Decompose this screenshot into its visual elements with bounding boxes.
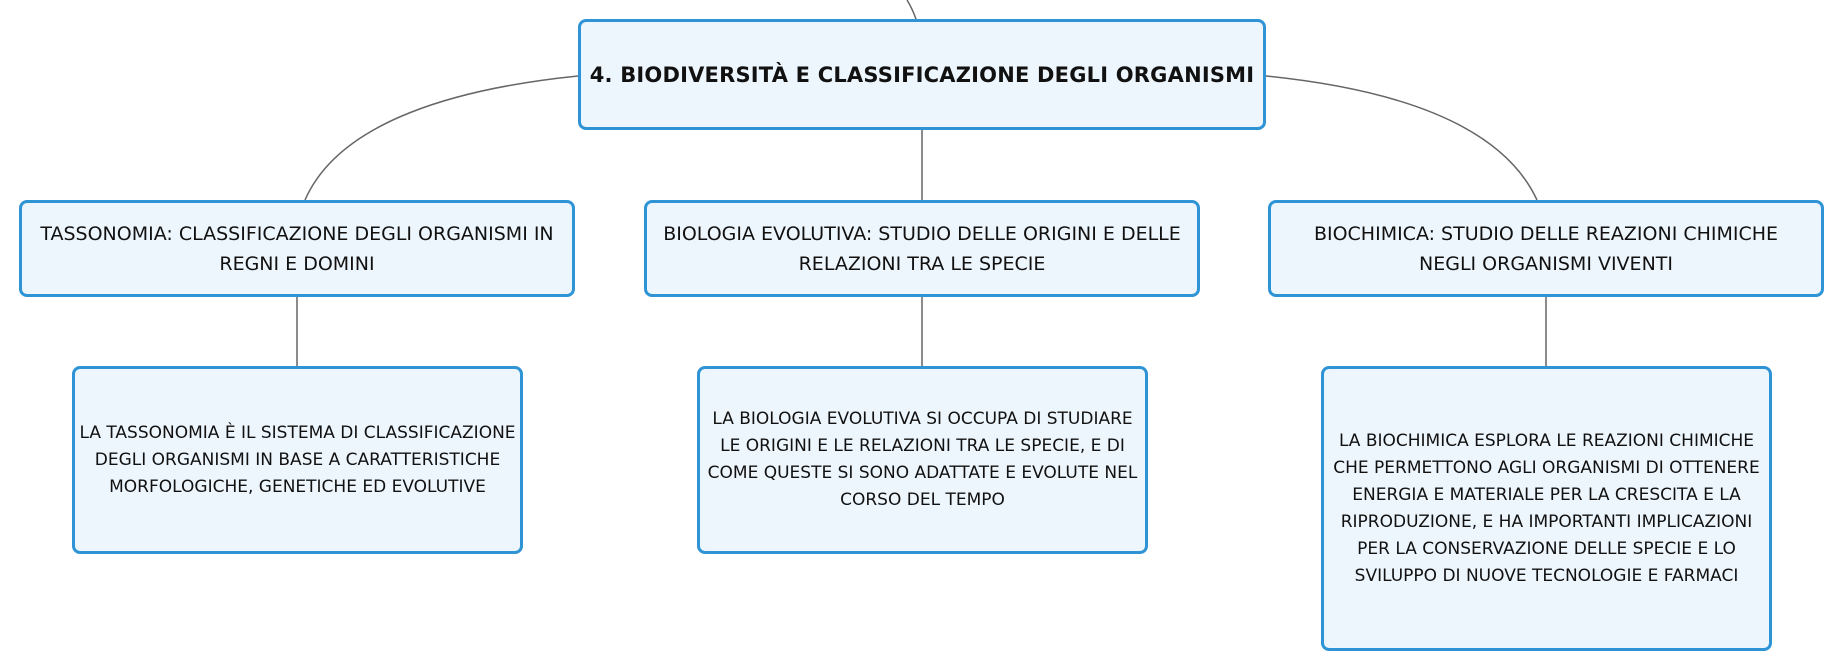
detail-text-biologia-evolutiva: LA BIOLOGIA EVOLUTIVA SI OCCUPA DI STUDIARE LE ORIGINI E LE RELAZIONI TRA LE SPECIE, E DI COME QUESTE SI SONO ADATTATE E EVOLUTE NEL CORSO DEL TEMPO: [707, 409, 1138, 510]
root-topic-label: 4. BIODIVERSITÀ E CLASSIFICAZIONE DEGLI ORGANISMI: [589, 62, 1255, 87]
detail-node-biologia-evolutiva[interactable]: [697, 366, 1148, 554]
root-topic-node[interactable]: [578, 19, 1266, 130]
connector-root-to-tassonomia: [305, 76, 578, 200]
branch-label-biologia-evolutiva: BIOLOGIA EVOLUTIVA: STUDIO DELLE ORIGINI E DELLE RELAZIONI TRA LE SPECIE: [663, 222, 1181, 275]
connector-parent-to-root: [907, 0, 916, 19]
detail-text-tassonomia: LA TASSONOMIA È IL SISTEMA DI CLASSIFICAZIONE DEGLI ORGANISMI IN BASE A CARATTERISTICHE MORFOLOGICHE, GENETICHE ED EVOLUTIVE: [79, 422, 516, 497]
detail-text-biochimica: LA BIOCHIMICA ESPLORA LE REAZIONI CHIMICHE CHE PERMETTONO AGLI ORGANISMI DI OTTENERE ENERGIA E MATERIALE PER LA CRESCITA E LA RIPRODUZIONE, E HA IMPORTANTI IMPLICAZIONI PER LA CONSERVAZIONE DELLE SPECIE E LO SVILUPPO DI NUOVE TECNOLOGIE E FARMACI: [1333, 430, 1760, 586]
branch-node-biologia-evolutiva[interactable]: [644, 200, 1200, 297]
branch-node-biochimica[interactable]: [1268, 200, 1824, 297]
branch-label-tassonomia: TASSONOMIA: CLASSIFICAZIONE DEGLI ORGANISMI IN REGNI E DOMINI: [40, 222, 554, 275]
connector-root-to-biochimica: [1266, 76, 1537, 200]
detail-node-tassonomia[interactable]: [72, 366, 523, 554]
detail-node-biochimica[interactable]: [1321, 366, 1772, 651]
branch-node-tassonomia[interactable]: [19, 200, 575, 297]
branch-label-biochimica: BIOCHIMICA: STUDIO DELLE REAZIONI CHIMICHE NEGLI ORGANISMI VIVENTI: [1313, 222, 1779, 275]
